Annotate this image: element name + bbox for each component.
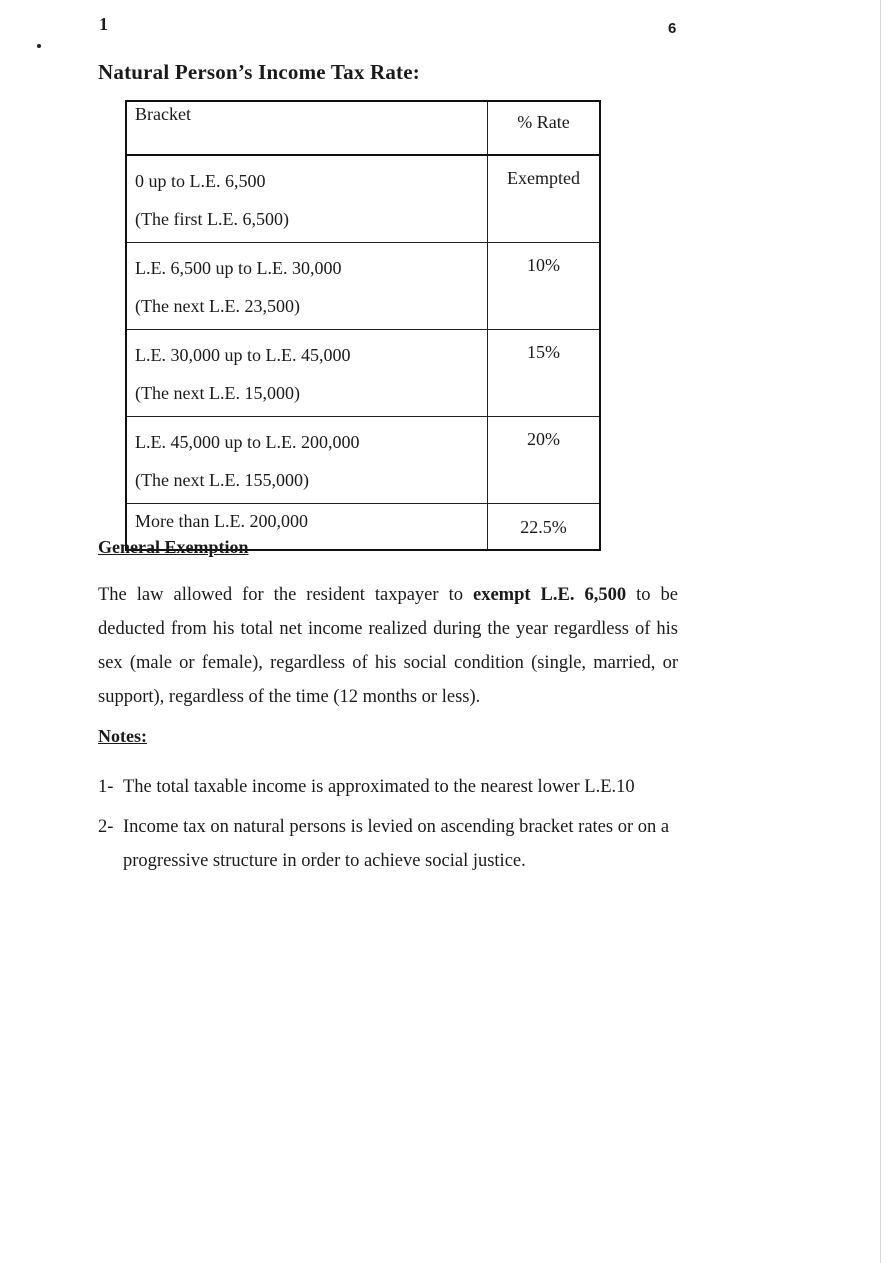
scan-speck	[37, 44, 41, 48]
notes-heading: Notes:	[98, 726, 147, 746]
table-row	[126, 243, 600, 330]
bracket-range: More than L.E. 200,000	[135, 511, 308, 531]
page-number: 6	[668, 20, 677, 37]
bracket-note: (The next L.E. 23,500)	[135, 296, 300, 316]
scan-edge-line	[880, 0, 881, 1263]
exemption-amount: exempt L.E. 6,500	[472, 585, 627, 605]
tax-rate-table	[125, 100, 601, 551]
rate-cell: 15%	[488, 330, 601, 417]
bracket-range: L.E. 45,000 up to L.E. 200,000	[135, 432, 360, 452]
note-text: Income tax on natural persons is levied on ascending bracket rates or on a progressive structure in order to achieve social justice.	[123, 817, 670, 871]
table-row	[126, 155, 600, 243]
general-exemption-paragraph	[98, 578, 678, 714]
exemption-text-end: to be deducted from his total net income realized during the year regardless of his sex (male or female), regardless of his social condition (single, married, or support), regardless of the time (12 months or less).	[98, 585, 678, 707]
table-row	[126, 417, 600, 504]
list-item	[98, 770, 678, 804]
bracket-range: L.E. 6,500 up to L.E. 30,000	[135, 258, 342, 278]
rate-column-header: % Rate	[488, 101, 601, 155]
bracket-cell	[126, 417, 488, 504]
bracket-cell	[126, 155, 488, 243]
bracket-cell	[126, 243, 488, 330]
table-row	[126, 330, 600, 417]
page-title: Natural Person’s Income Tax Rate:	[98, 60, 420, 84]
list-item	[98, 810, 678, 878]
corner-mark: 1	[99, 14, 108, 34]
bracket-note: (The next L.E. 155,000)	[135, 470, 309, 490]
rate-cell: 22.5%	[488, 504, 601, 551]
bracket-range: 0 up to L.E. 6,500	[135, 171, 266, 191]
bracket-range: L.E. 30,000 up to L.E. 45,000	[135, 345, 351, 365]
exemption-text-start: The law allowed for the resident taxpayer to	[98, 585, 473, 605]
rate-cell: 20%	[488, 417, 601, 504]
rate-cell: 10%	[488, 243, 601, 330]
notes-list	[98, 770, 678, 884]
bracket-note: (The first L.E. 6,500)	[135, 209, 289, 229]
general-exemption-heading: General Exemption	[98, 537, 249, 557]
note-number: 2-	[98, 817, 114, 837]
rate-cell: Exempted	[488, 155, 601, 243]
note-number: 1-	[98, 777, 114, 797]
bracket-column-header: Bracket	[126, 101, 488, 155]
bracket-cell	[126, 330, 488, 417]
bracket-note: (The next L.E. 15,000)	[135, 383, 300, 403]
table-header-row	[126, 101, 600, 155]
note-text: The total taxable income is approximated to the nearest lower L.E.10	[123, 777, 635, 797]
